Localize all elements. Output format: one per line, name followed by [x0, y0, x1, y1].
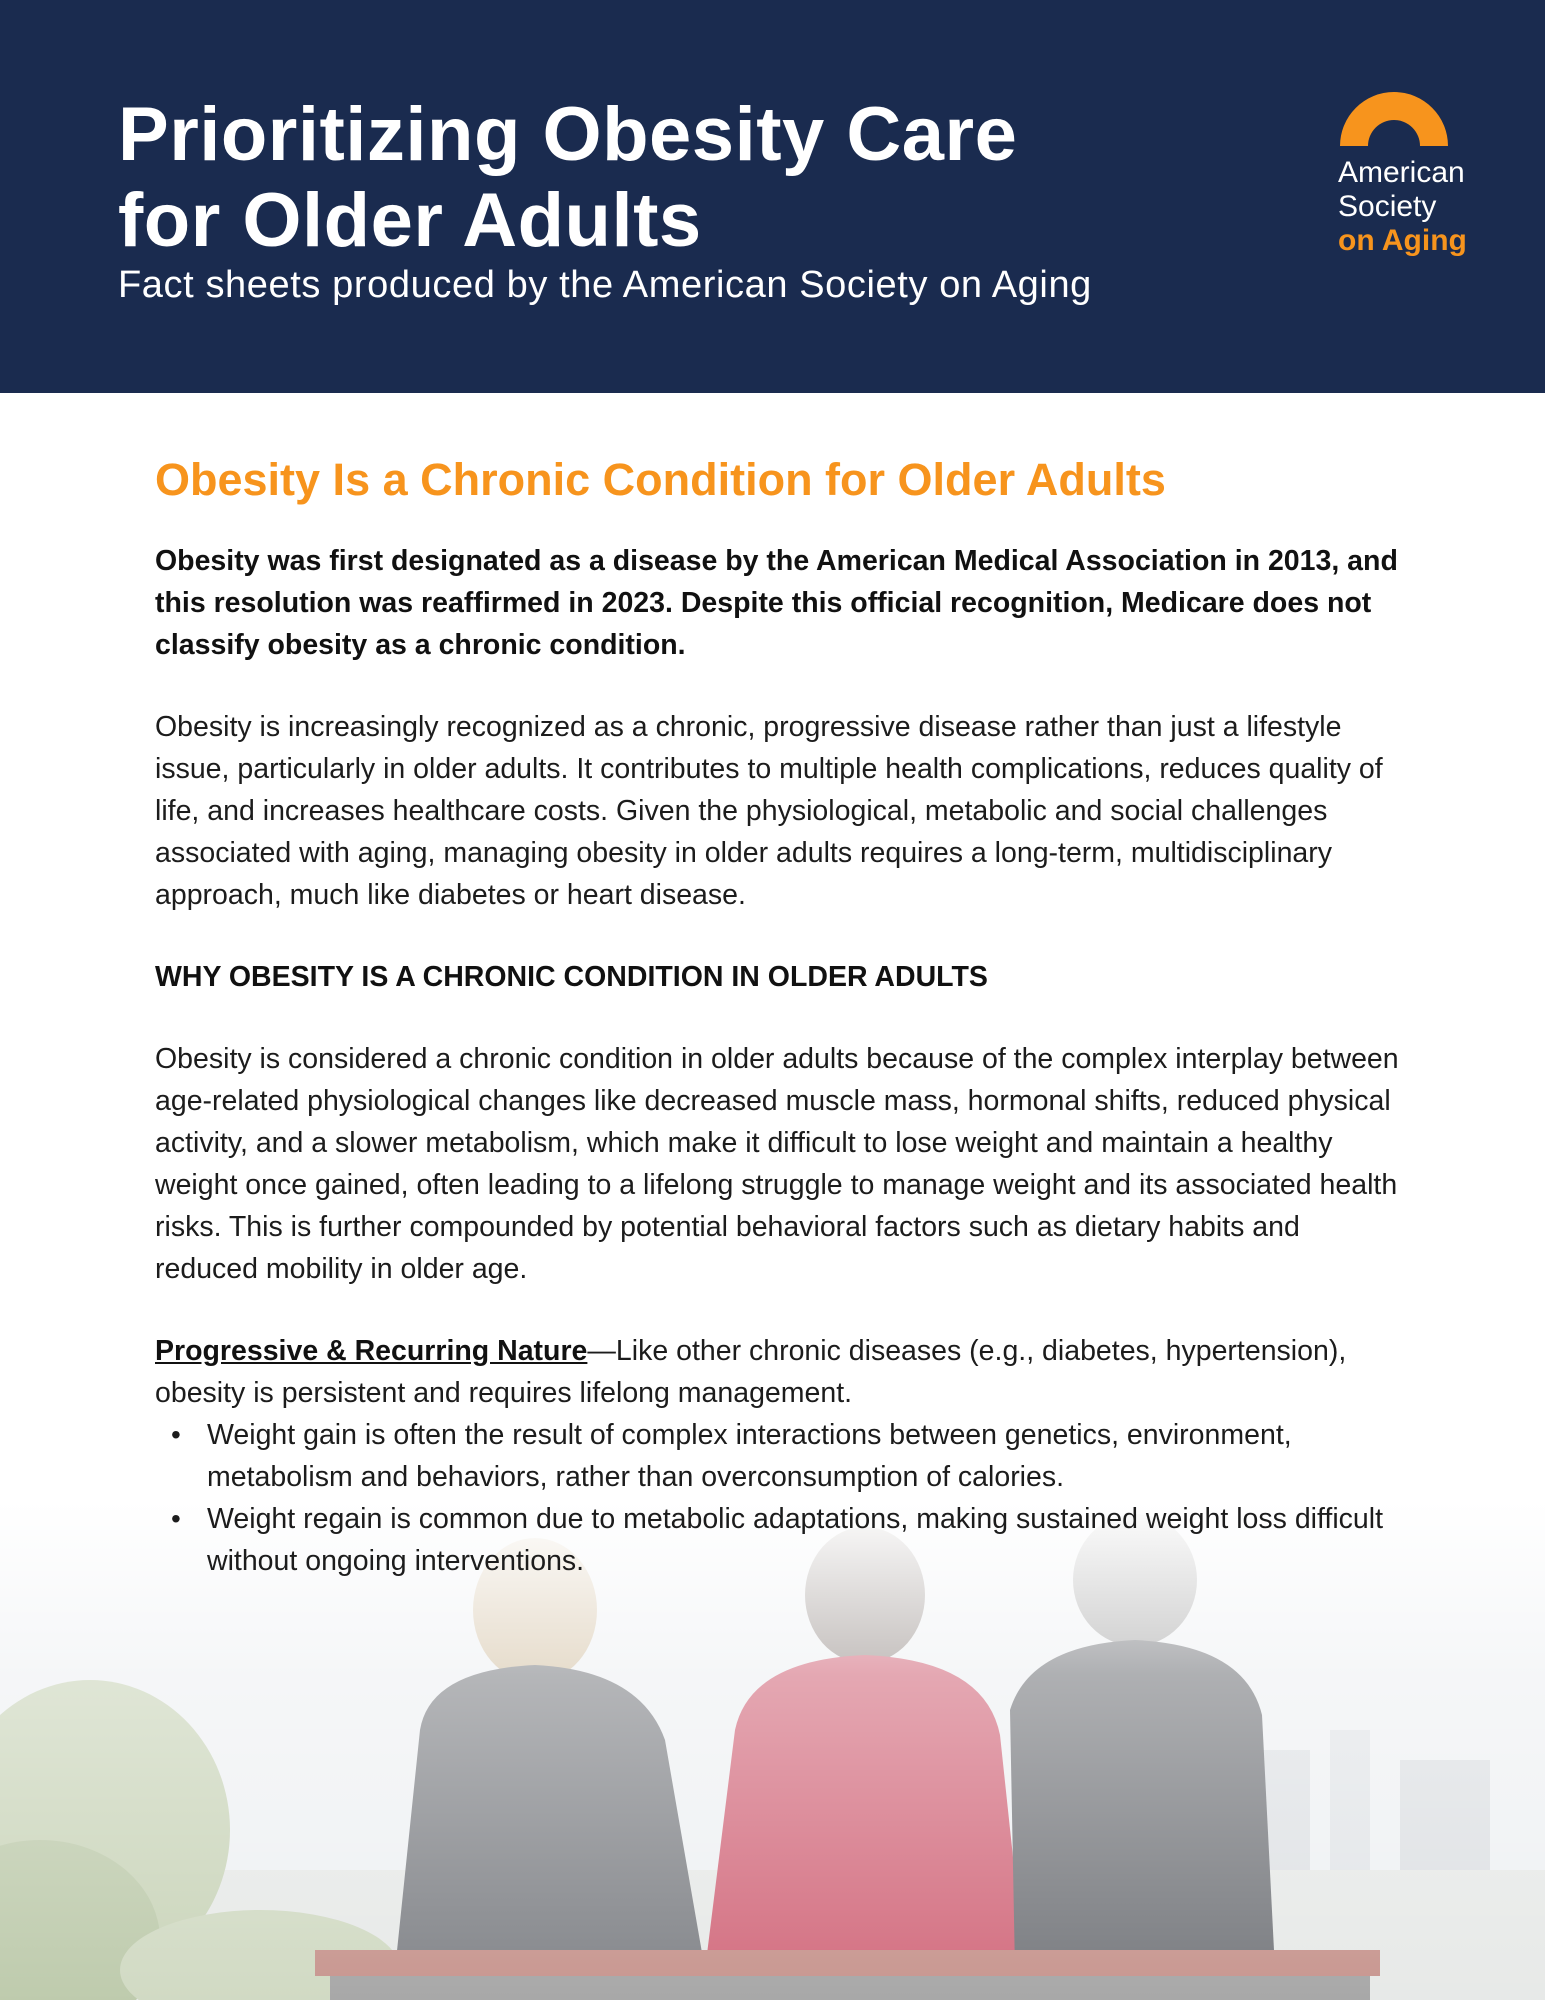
- list-item: [171, 1414, 1405, 1498]
- logo-arc-icon: [1336, 80, 1452, 146]
- page-title: [118, 92, 1017, 264]
- bullet-list: [155, 1414, 1405, 1582]
- lead-paragraph: Obesity was first designated as a disease by the American Medical Association in 2013, and this resolution was reaffirmed in 2023. Despite this official recognition, Medicare does not classify obesity as a chronic condition.: [155, 545, 1398, 661]
- bullet-text: Weight regain is common due to metabolic adaptations, making sustained weight loss difficult without ongoing interventions.: [207, 1503, 1384, 1577]
- explanation-paragraph: Obesity is considered a chronic condition in older adults because of the complex interplay between age-related physiological changes like decreased muscle mass, hormonal shifts, reduced physical activity, and a slower metabolism, which make it difficult to lose weight and maintain a healthy weight once gained, often leading to a lifelong struggle to manage weight and its associated health risks. This is further compounded by potential behavioral factors such as dietary habits and reduced mobility in older age.: [155, 1043, 1399, 1285]
- progressive-text: —Like other chronic diseases (e.g., diabetes, hypertension), obesity is persistent and requires lifelong management.: [155, 1335, 1347, 1409]
- asa-logo: [1334, 80, 1504, 270]
- title-line-1: Prioritizing Obesity Care: [118, 92, 1018, 177]
- main-content: [155, 450, 1405, 1582]
- progressive-term: Progressive & Recurring Nature: [155, 1335, 588, 1367]
- section-heading: Obesity Is a Chronic Condition for Older Adults: [155, 454, 1166, 505]
- list-item: [171, 1498, 1405, 1582]
- intro-paragraph: Obesity is increasingly recognized as a chronic, progressive disease rather than just a lifestyle issue, particularly in older adults. It contributes to multiple health complications, reduces quality of life, and increases healthcare costs. Given the physiological, metabolic and social challenges associated with aging, managing obesity in older adults requires a long-term, multidisciplinary approach, much like diabetes or heart disease.: [155, 711, 1383, 911]
- logo-text-society: Society: [1338, 190, 1437, 223]
- page-subtitle: Fact sheets produced by the American Society on Aging: [118, 264, 1092, 306]
- logo-text-on-aging: on Aging: [1338, 224, 1467, 257]
- progressive-paragraph: [155, 1330, 1405, 1414]
- logo-text-american: American: [1338, 156, 1465, 189]
- header-banner: [0, 0, 1545, 393]
- title-line-2: for Older Adults: [118, 178, 702, 263]
- bullet-icon: •: [171, 1503, 181, 1534]
- subheading: WHY OBESITY IS A CHRONIC CONDITION IN OLDER ADULTS: [155, 961, 988, 993]
- bullet-text: Weight gain is often the result of complex interactions between genetics, environment, metabolism and behaviors, rather than overconsumption of calories.: [207, 1419, 1292, 1493]
- bullet-icon: •: [171, 1419, 181, 1450]
